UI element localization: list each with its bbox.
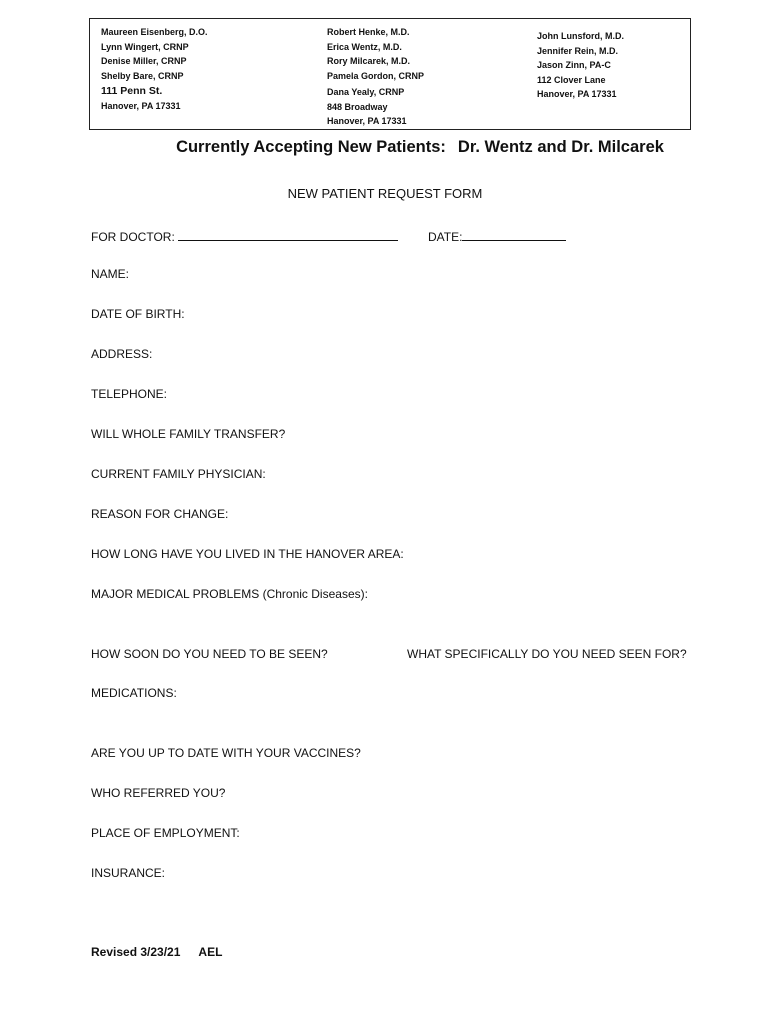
practice-column-broadway bbox=[327, 25, 424, 129]
provider-name: Erica Wentz, M.D. bbox=[327, 41, 402, 52]
practice-header-box bbox=[89, 18, 691, 130]
for-doctor-field[interactable] bbox=[91, 228, 398, 244]
practice-street: 112 Clover Lane bbox=[537, 74, 606, 85]
major-problems-label: MAJOR MEDICAL PROBLEMS (Chronic Diseases): bbox=[91, 587, 368, 601]
employment-label: PLACE OF EMPLOYMENT: bbox=[91, 826, 240, 840]
family-transfer-label: WILL WHOLE FAMILY TRANSFER? bbox=[91, 427, 286, 441]
practice-column-clover-lane bbox=[537, 29, 624, 102]
what-specifically-label: WHAT SPECIFICALLY DO YOU NEED SEEN FOR? bbox=[407, 647, 687, 661]
for-doctor-blank[interactable] bbox=[178, 228, 398, 241]
telephone-field-label: TELEPHONE: bbox=[91, 387, 168, 401]
name-field-label: NAME: bbox=[91, 267, 130, 281]
accepting-label: Currently Accepting New Patients: bbox=[176, 138, 446, 156]
dob-field-label: DATE OF BIRTH: bbox=[91, 307, 185, 321]
revised-date: Revised 3/23/21 bbox=[91, 945, 181, 959]
practice-column-penn-st bbox=[101, 25, 208, 114]
provider-name: Pamela Gordon, CRNP bbox=[327, 70, 425, 81]
vaccines-label: ARE YOU UP TO DATE WITH YOUR VACCINES? bbox=[91, 746, 361, 760]
reason-label: REASON FOR CHANGE: bbox=[91, 507, 229, 521]
address-field-label: ADDRESS: bbox=[91, 347, 153, 361]
provider-name: Maureen Eisenberg, D.O. bbox=[101, 27, 208, 37]
provider-name: Jennifer Rein, M.D. bbox=[537, 45, 619, 56]
for-doctor-label: FOR DOCTOR: bbox=[91, 230, 175, 244]
accepting-doctors: Dr. Wentz and Dr. Milcarek bbox=[457, 138, 664, 156]
provider-name: Denise Miller, CRNP bbox=[101, 56, 187, 66]
form-title: NEW PATIENT REQUEST FORM bbox=[287, 186, 483, 201]
practice-city: Hanover, PA 17331 bbox=[537, 89, 617, 99]
revised-initials: AEL bbox=[198, 945, 223, 959]
practice-street: 848 Broadway bbox=[327, 101, 388, 112]
practice-street: 111 Penn St. bbox=[101, 85, 163, 97]
revision-footer bbox=[91, 945, 222, 959]
date-field[interactable] bbox=[428, 228, 566, 244]
provider-name: Rory Milcarek, M.D. bbox=[327, 56, 411, 66]
date-label: DATE: bbox=[428, 230, 463, 244]
insurance-label: INSURANCE: bbox=[91, 866, 166, 880]
provider-name: John Lunsford, M.D. bbox=[537, 31, 624, 41]
provider-name: Shelby Bare, CRNP bbox=[101, 70, 184, 81]
provider-name: Dana Yealy, CRNP bbox=[327, 87, 405, 97]
provider-name: Lynn Wingert, CRNP bbox=[101, 41, 189, 52]
practice-city: Hanover, PA 17331 bbox=[327, 116, 407, 126]
current-physician-label: CURRENT FAMILY PHYSICIAN: bbox=[91, 467, 266, 481]
accepting-patients-banner bbox=[0, 138, 770, 157]
how-long-label: HOW LONG HAVE YOU LIVED IN THE HANOVER AREA: bbox=[91, 547, 404, 561]
referred-label: WHO REFERRED YOU? bbox=[91, 786, 226, 800]
provider-name: Robert Henke, M.D. bbox=[327, 27, 410, 37]
medications-label: MEDICATIONS: bbox=[91, 686, 177, 700]
how-soon-label: HOW SOON DO YOU NEED TO BE SEEN? bbox=[91, 647, 328, 661]
date-blank[interactable] bbox=[462, 228, 566, 241]
provider-name: Jason Zinn, PA-C bbox=[537, 60, 611, 70]
practice-city: Hanover, PA 17331 bbox=[101, 101, 181, 111]
